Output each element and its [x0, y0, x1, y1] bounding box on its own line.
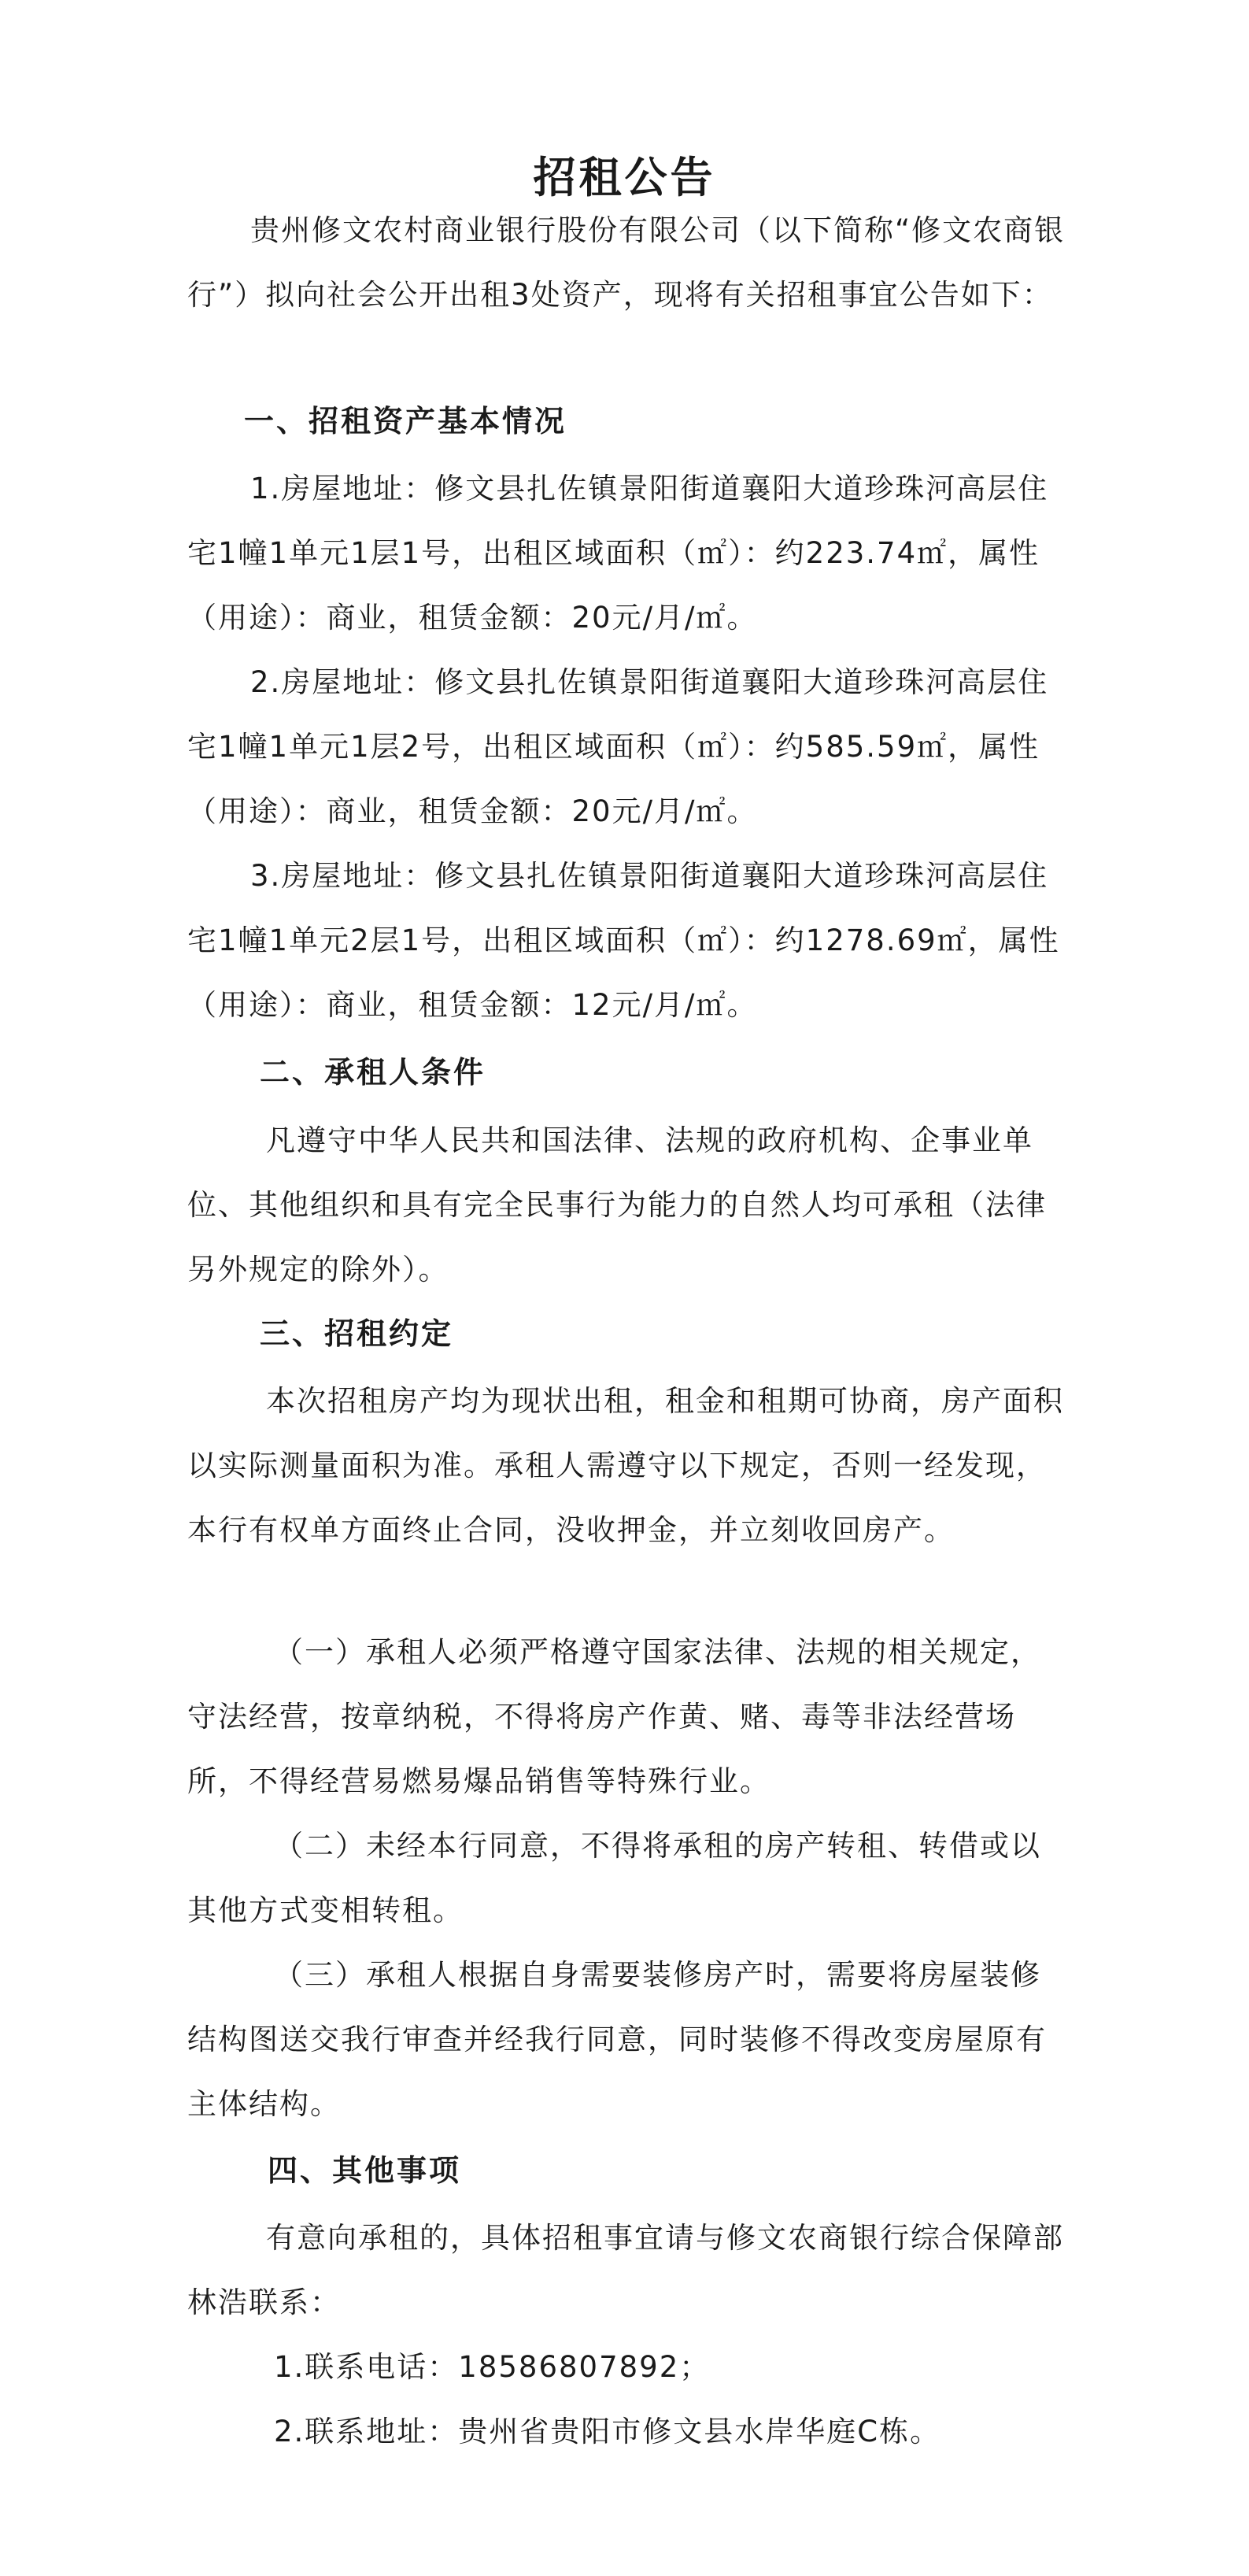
contact-intro-paragraph: 有意向承租的，具体招租事宜请与修文农商银行综合保障部林浩联系：	[187, 2221, 1064, 2319]
tenant-conditions-paragraph: 凡遵守中华人民共和国法律、法规的政府机构、企事业单位、其他组织和具有完全民事行为能力的自然人均可承租（法律另外规定的除外）。	[187, 1123, 1047, 1286]
asset-item-2: 2.房屋地址：修文县扎佐镇景阳街道襄阳大道珍珠河高层住宅1幢1单元1层2号，出租区域面积（㎡）：约585.59㎡，属性（用途）：商业，租赁金额：20元/月/㎡。	[187, 665, 1049, 828]
rule-1: （一）承租人必须严格遵守国家法律、法规的相关规定，守法经营，按章纳税，不得将房产作黄、赌、毒等非法经营场所，不得经营易燃易爆品销售等特殊行业。	[187, 1635, 1041, 1798]
asset-item-3: 3.房屋地址：修文县扎佐镇景阳街道襄阳大道珍珠河高层住宅1幢1单元2层1号，出租区域面积（㎡）：约1278.69㎡，属性（用途）：商业，租赁金额：12元/月/㎡。	[187, 859, 1060, 1022]
page-title: 招租公告	[533, 153, 716, 203]
rule-3: （三）承租人根据自身需要装修房产时，需要将房屋装修结构图送交我行审查并经我行同意，同时装修不得改变房屋原有主体结构。	[187, 1958, 1047, 2121]
contact-address: 2.联系地址：贵州省贵阳市修文县水岸华庭C栋。	[274, 2415, 941, 2448]
section1-heading: 一、招租资产基本情况	[244, 404, 567, 439]
contact-phone: 1.联系电话：18586807892；	[274, 2350, 711, 2384]
rental-terms-paragraph: 本次招租房产均为现状出租，租金和租期可协商，房产面积以实际测量面积为准。承租人需遵守以下规定，否则一经发现，本行有权单方面终止合同，没收押金，并立刻收回房产。	[187, 1384, 1064, 1547]
section2-heading: 二、承租人条件	[260, 1055, 486, 1090]
asset-item-1: 1.房屋地址：修文县扎佐镇景阳街道襄阳大道珍珠河高层住宅1幢1单元1层1号，出租区域面积（㎡）：约223.74㎡，属性（用途）：商业，租赁金额：20元/月/㎡。	[187, 472, 1049, 635]
intro-paragraph: 贵州修文农村商业银行股份有限公司（以下简称“修文农商银行”）拟向社会公开出租3处资产，现将有关招租事宜公告如下：	[187, 213, 1066, 312]
rule-2: （二）未经本行同意，不得将承租的房产转租、转借或以其他方式变相转租。	[187, 1829, 1041, 1927]
section3-heading: 三、招租约定	[260, 1316, 454, 1351]
section4-heading: 四、其他事项	[268, 2153, 462, 2188]
